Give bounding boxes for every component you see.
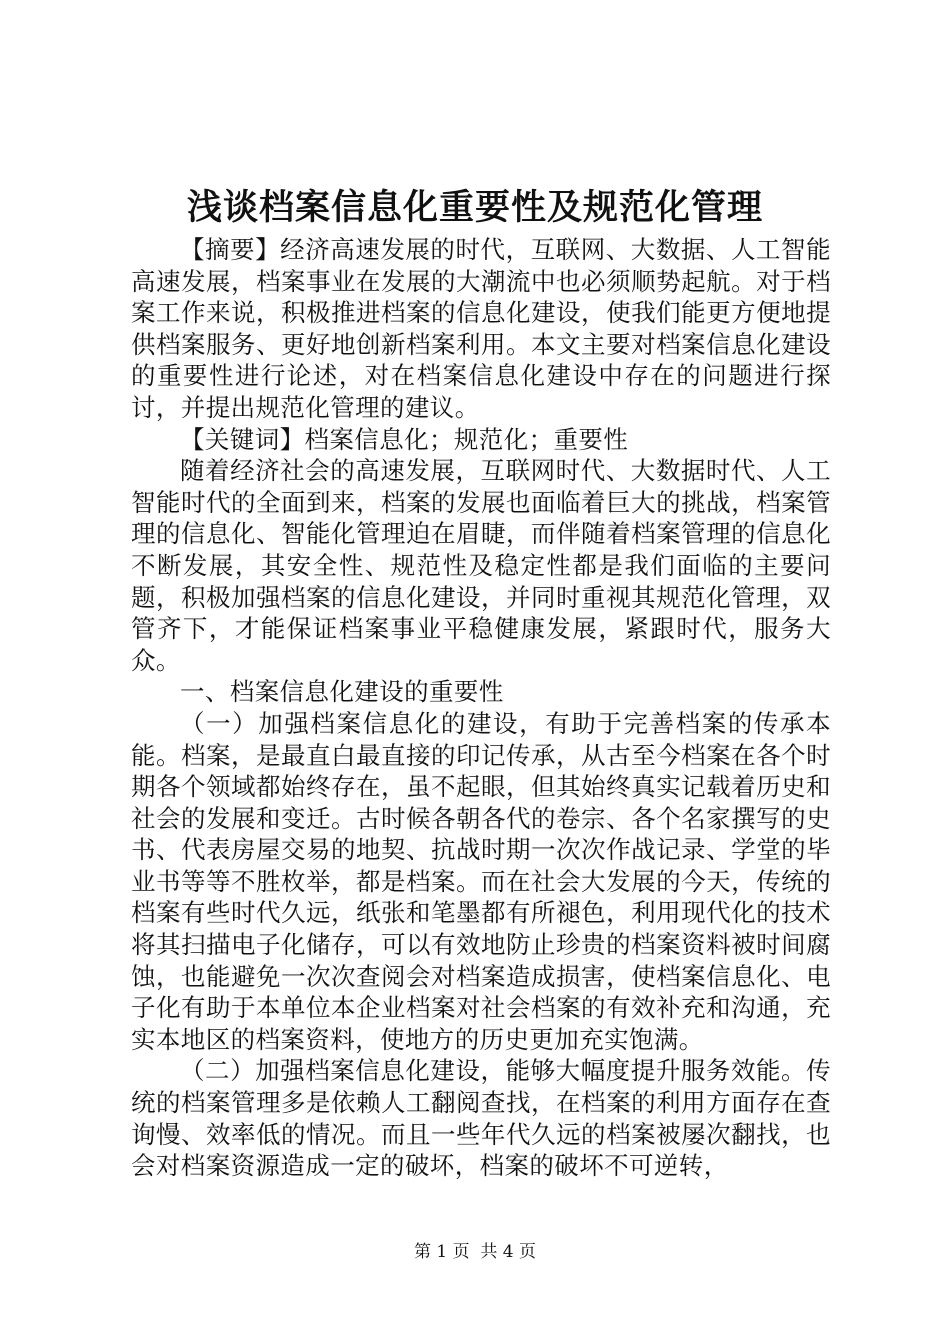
page-footer [0,1240,950,1264]
subsection-1-paragraph: （一）加强档案信息化的建设，有助于完善档案的传承本能。档案，是最直白最直接的印记传承，从古至今档案在各个时期各个领域都始终存在，虽不起眼，但其始终真实记载着历史和社会的发展和变迁。古时候各朝各代的卷宗、各个名家撰写的史书、代表房屋交易的地契、抗战时期一次次作战记录、学堂的毕业书等等不胜枚举，都是档案。而在社会大发展的今天，传统的档案有些时代久远，纸张和笔墨都有所褪色，利用现代化的技术将其扫描电子化储存，可以有效地防止珍贵的档案资料被时间腐蚀，也能避免一次次查阅会对档案造成损害，使档案信息化、电子化有助于本单位本企业档案对社会档案的有效补充和沟通，充实本地区的档案资料，使地方的历史更加充实饱满。 [131,708,831,1054]
page-number-label: 第 1 页 共 4 页 [413,1242,537,1262]
abstract-paragraph: 【摘要】经济高速发展的时代，互联网、大数据、人工智能高速发展，档案事业在发展的大潮流中也必须顺势起航。对于档案工作来说，积极推进档案的信息化建设，使我们能更方便地提供档案服务、更好地创新档案利用。本文主要对档案信息化建设的重要性进行论述，对在档案信息化建设中存在的问题进行探讨，并提出规范化管理的建议。 [131,235,831,422]
keywords-paragraph: 【关键词】档案信息化；规范化；重要性 [180,424,629,454]
section-heading: 一、档案信息化建设的重要性 [180,677,504,707]
subsection-2-paragraph: （二）加强档案信息化建设，能够大幅度提升服务效能。传统的档案管理多是依赖人工翻阅查找，在档案的利用方面存在查询慢、效率低的情况。而且一些年代久远的档案被屡次翻找，也会对档案资源造成一定的破坏，档案的破坏不可逆转， [131,1056,831,1181]
document-body [131,234,831,1182]
intro-paragraph: 随着经济社会的高速发展，互联网时代、大数据时代、人工智能时代的全面到来，档案的发展也面临着巨大的挑战，档案管理的信息化、智能化管理迫在眉睫，而伴随着档案管理的信息化不断发展，其安全性、规范性及稳定性都是我们面临的主要问题，积极加强档案的信息化建设，并同时重视其规范化管理，双管齐下，才能保证档案事业平稳健康发展，紧跟时代，服务大众。 [131,456,831,675]
document-title: 浅谈档案信息化重要性及规范化管理 [186,187,763,228]
